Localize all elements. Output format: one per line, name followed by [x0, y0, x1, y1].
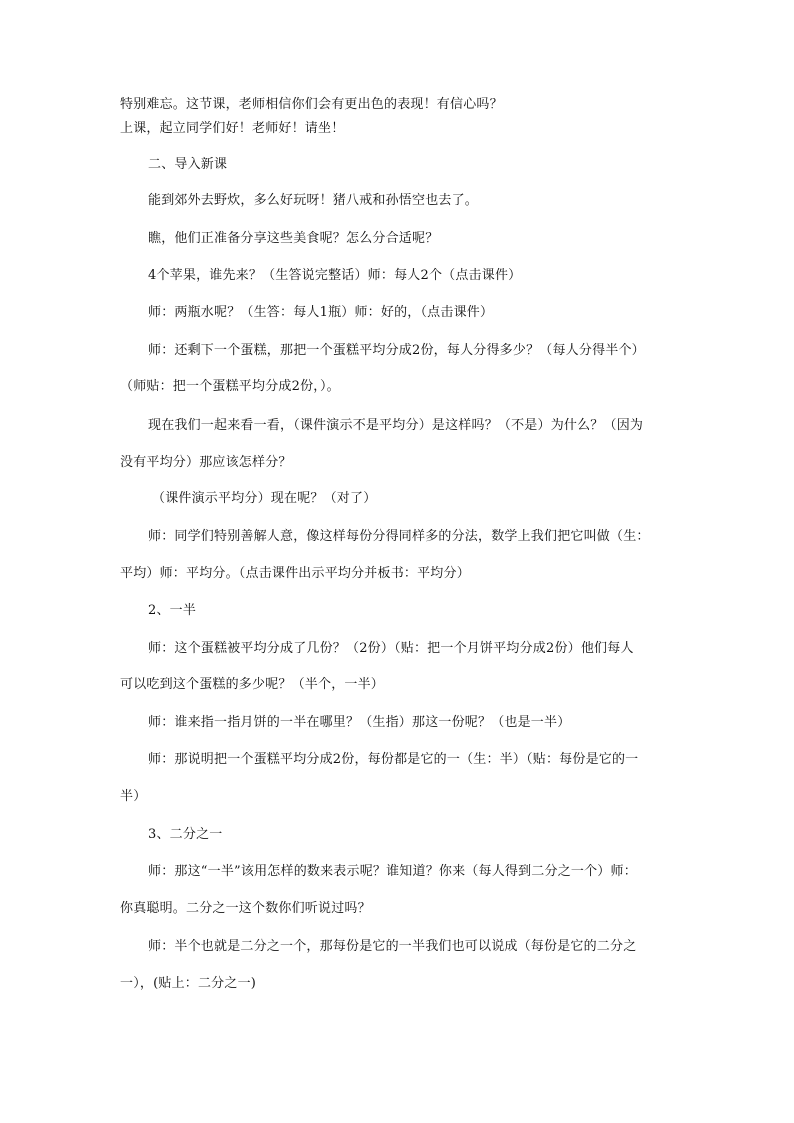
text-line-22: 师：那这“一半”该用怎样的数来表示呢？谁知道？你来（每人得到二分之一个）师： — [148, 864, 637, 879]
text-line-6: 4个苹果，谁先来？（生答说完整话）师：每人2个（点击课件） — [148, 268, 522, 283]
section-heading-half: 2、一半 — [148, 603, 197, 618]
text-line-2: 上课，起立同学们好！老师好！请坐！ — [120, 121, 345, 136]
text-line-11: 没有平均分）那应该怎样分？ — [120, 455, 292, 470]
text-line-16: 师：这个蛋糕被平均分成了几份？（2份）（贴：把一个月饼平均分成2份）他们每人 — [148, 641, 634, 656]
text-line-4: 能到郊外去野炊，多么好玩呀！猪八戒和孙悟空也去了。 — [148, 193, 479, 208]
text-line-14: 平均）师：平均分。（点击课件出示平均分并板书：平均分） — [120, 566, 470, 581]
text-line-5: 瞧，他们正准备分享这些美食呢？怎么分合适呢？ — [148, 231, 439, 246]
text-line-19: 师：那说明把一个蛋糕平均分成2份，每份都是它的一（生：半）（贴：每份是它的一 — [148, 752, 639, 767]
text-line-7: 师：两瓶水呢？（生答：每人1瓶）师：好的，（点击课件） — [148, 305, 494, 320]
text-line-18: 师：谁来指一指月饼的一半在哪里？（生指）那这一份呢？（也是一半） — [148, 715, 571, 730]
text-line-1: 特别难忘。这节课，老师相信你们会有更出色的表现！有信心吗？ — [120, 97, 503, 112]
text-line-8: 师：还剩下一个蛋糕，那把一个蛋糕平均分成2份，每人分得多少？（每人分得半个） — [148, 343, 645, 358]
text-line-20: 半） — [120, 789, 147, 804]
section-heading-introduce-new-lesson: 二、导入新课 — [148, 157, 228, 172]
text-line-9: （师贴：把一个蛋糕平均分成2份，）。 — [120, 379, 340, 394]
text-line-17: 可以吃到这个蛋糕的多少呢？（半个，一半） — [120, 677, 385, 692]
text-line-10: 现在我们一起来看一看，（课件演示不是平均分）是这样吗？（不是）为什么？（因为 — [148, 418, 644, 433]
text-line-23: 你真聪明。二分之一这个数你们听说过吗？ — [120, 901, 371, 916]
text-line-13: 师：同学们特别善解人意，像这样每份分得同样多的分法，数学上我们把它叫做（生： — [148, 529, 650, 544]
text-line-12: （课件演示平均分）现在呢？（对了） — [152, 491, 377, 506]
text-line-24: 师：半个也就是二分之一个，那每份是它的一半我们也可以说成（每份是它的二分之 — [148, 939, 637, 954]
text-line-25: 一），(贴上：二分之一) — [120, 976, 257, 991]
section-heading-one-half: 3、二分之一 — [148, 827, 223, 842]
